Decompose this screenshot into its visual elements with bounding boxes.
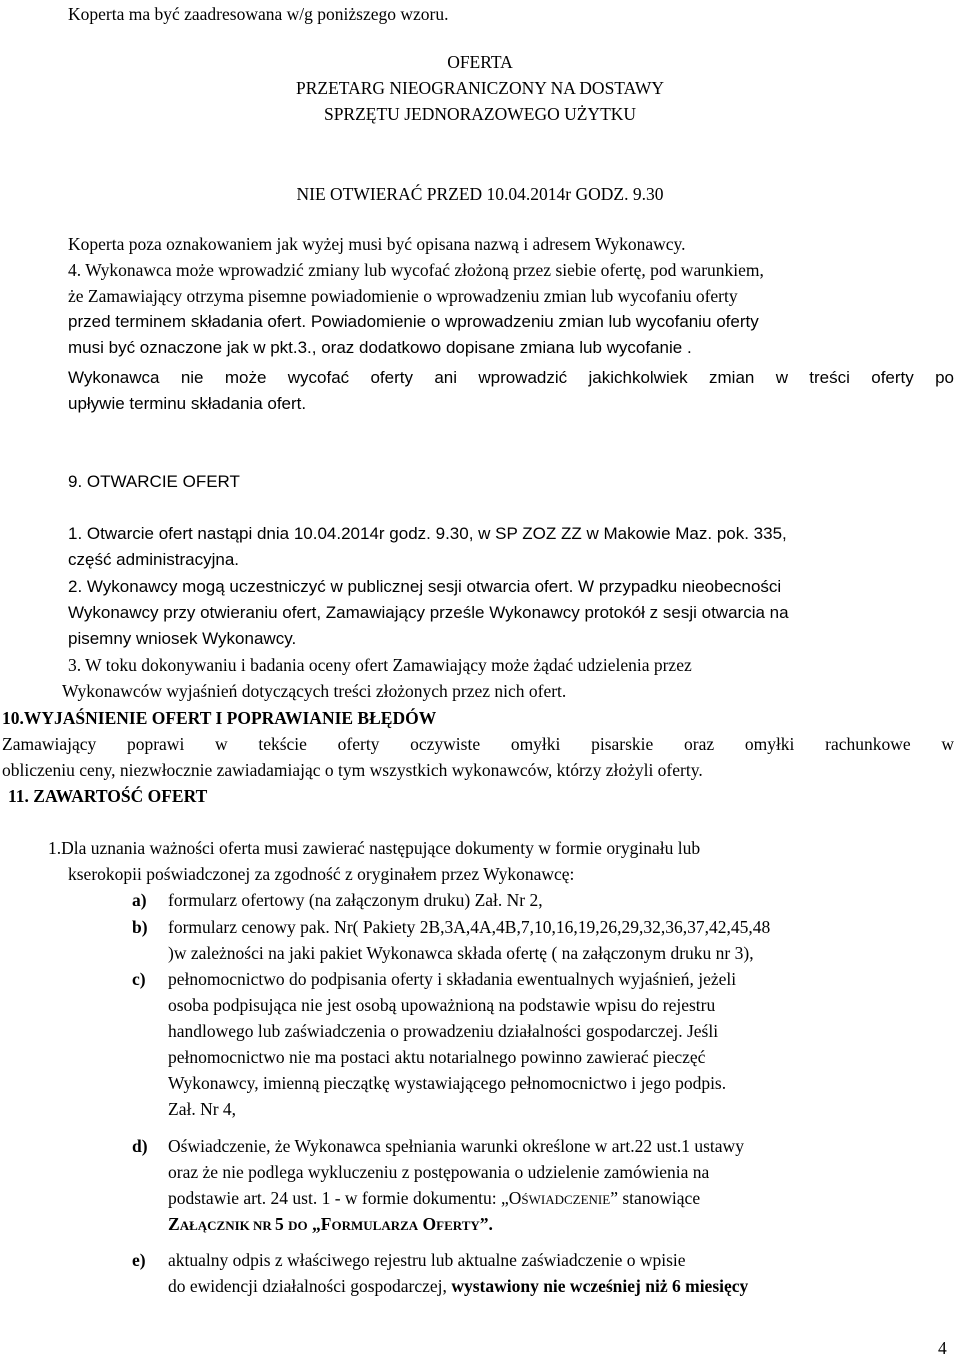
item4-line-5: Wykonawca nie może wycofać oferty ani wprowadzić jakichkolwiek zmian w treści oferty po (68, 368, 954, 387)
sec9-item3-number: 3. (68, 655, 82, 675)
item-d-alacznik: AŁĄCZNIK (179, 1218, 250, 1233)
sec9-item3-line2: Wykonawców wyjaśnień dotyczących treści złożonych przez nich ofert. (62, 681, 567, 701)
item-d-nr: NR (249, 1218, 276, 1233)
item-d-label: d) (132, 1136, 148, 1156)
sec11-para-line1: 1.Dla uznania ważności oferta musi zawierać następujące dokumenty w formie oryginału lub (48, 838, 701, 858)
sec11-para-line2: kserokopii poświadczonej za zgodność z oryginałem przez Wykonawcę: (68, 864, 575, 884)
item-d-quote-close: ” (610, 1188, 618, 1208)
item-c-line5: Wykonawcy, imienną pieczątkę wystawiającego pełnomocnictwo i jego podpis. (168, 1073, 727, 1093)
item-e-label: e) (132, 1250, 146, 1270)
item4-line-4: musi być oznaczone jak w pkt.3., oraz dodatkowo dopisane zmiana lub wycofanie . (68, 338, 692, 357)
sec9-item2-line3: pisemny wniosek Wykonawcy. (68, 629, 297, 648)
item-d-line4 (168, 1211, 493, 1240)
sec9-item3-text-1: W toku dokonywaniu i badania oceny ofert Zamawiający może żądać udzielenia przez (81, 655, 692, 675)
item4-line-1 (68, 257, 764, 284)
item-d-Z: Z (168, 1214, 180, 1234)
item-b-line1: formularz cenowy pak. Nr( Pakiety 2B,3A,4A,4B,7,10,16,19,26,29,32,36,37,42,45,48 (168, 917, 771, 937)
sec10-line1: Zamawiający poprawi w tekście oferty oczywiste omyłki pisarskie oraz omyłki rachunkowe w (2, 734, 954, 754)
sec9-item1-line2: część administracyjna. (68, 550, 240, 569)
item4-line-2: że Zamawiający otrzyma pisemne powiadomienie o wprowadzeniu zmian lub wycofaniu oferty (68, 286, 738, 306)
page-number: 4 (938, 1338, 947, 1358)
item-d-smallcaps-rest: ŚWIADCZENIE (521, 1192, 611, 1207)
item-c-line1: pełnomocnictwo do podpisania oferty i składania ewentualnych wyjaśnień, jeżeli (168, 969, 737, 989)
item-d-F: F (320, 1214, 332, 1234)
sec9-item3-line1 (68, 652, 692, 679)
item-e-line2 (168, 1273, 748, 1300)
item-a-label: a) (132, 890, 147, 910)
item-d-ferty: FERTY (436, 1218, 480, 1233)
item-d-qopen: „ (307, 1214, 321, 1234)
section-11-heading: 11. ZAWARTOŚĆ OFERT (8, 786, 208, 806)
item4-text-1: Wykonawca może wprowadzić zmiany lub wycofać złożoną przez siebie ofertę, pod warunkiem, (85, 260, 764, 280)
item4-number: 4. (68, 260, 82, 280)
item4-line-3 (68, 309, 759, 336)
sec9-item2-text-a: 2. Wykonawcy mogą uczestniczyć w publicznej sesji otwarcia ofert. (68, 577, 574, 596)
item-c-line4: pełnomocnictwo nie ma postaci aktu notarialnego powinno zawierać pieczęć (168, 1047, 706, 1067)
item-d-do: DO (288, 1218, 308, 1233)
item-d-smallcaps-O: O (508, 1188, 522, 1208)
envelope-line-3: SPRZĘTU JEDNORAZOWEGO UŻYTKU (323, 104, 637, 124)
item-d-ormularza: ORMULARZA (331, 1218, 419, 1233)
envelope-line-2: PRZETARG NIEOGRANICZONY NA DOSTAWY (296, 78, 664, 98)
item4-text-3a: przed terminem składania ofert. (68, 312, 307, 331)
sec9-item2-text-b: W przypadku nieobecności (573, 577, 782, 596)
sec10-line2: obliczeniu ceny, niezwłocznie zawiadamiając o tym wszystkich wykonawców, którzy złożyli oferty. (2, 760, 703, 780)
intro-text: Koperta ma być zaadresowana w/g poniższego wzoru. (68, 4, 449, 24)
item-b-label: b) (132, 917, 148, 937)
item-a-text: formularz ofertowy (na załączonym druku) Zał. Nr 2, (168, 890, 543, 910)
item-d-text-3b: stanowiące (617, 1188, 701, 1208)
item-e-text-2a: do ewidencji działalności gospodarczej, (168, 1276, 452, 1296)
item-d-end: ”. (479, 1214, 493, 1234)
item-e-line1: aktualny odpis z właściwego rejestru lub aktualne zaświadczenie o wpisie (168, 1250, 686, 1270)
item-c-line3: handlowego lub zaświadczenia o prowadzeniu działalności gospodarczej. Jeśli (168, 1021, 719, 1041)
item4-line-6: upływie terminu składania ofert. (68, 394, 307, 413)
item-d-quote-open: „ (500, 1188, 509, 1208)
sec9-item2-line2: Wykonawcy przy otwieraniu ofert, Zamawiający prześle Wykonawcy protokół z sesji otwarcia na (68, 603, 789, 622)
item-c-line6: Zał. Nr 4, (168, 1099, 237, 1119)
item-d-O2: O (422, 1214, 437, 1234)
item-d-line2: oraz że nie podlega wykluczeniu z postępowania o udzielenie zamówienia na (168, 1162, 710, 1182)
item-e-text-2b: wystawiony nie wcześniej niż 6 miesięcy (451, 1276, 749, 1296)
item4-text-3b: Powiadomienie o wprowadzeniu zmian lub wycofaniu oferty (306, 312, 759, 331)
section-10-heading: 10.WYJAŚNIENIE OFERT I POPRAWIANIE BŁĘDÓW (2, 708, 437, 728)
envelope-line-4: NIE OTWIERAĆ PRZED 10.04.2014r GODZ. 9.30 (296, 184, 664, 204)
envelope-note: Koperta poza oznakowaniem jak wyżej musi być opisana nazwą i adresem Wykonawcy. (68, 234, 686, 254)
envelope-line-1: OFERTA (447, 52, 513, 72)
item-d-line3 (168, 1185, 700, 1214)
sec9-item1-line1: 1. Otwarcie ofert nastąpi dnia 10.04.2014r godz. 9.30, w SP ZOZ ZZ w Makowie Maz. pok. 335, (68, 524, 787, 543)
section-9-heading: 9. OTWARCIE OFERT (68, 472, 240, 491)
item-d-five: 5 (275, 1214, 289, 1234)
item-c-line2: osoba podpisująca nie jest osobą upoważnioną na podstawie wpisu do rejestru (168, 995, 716, 1015)
item-d-line1: Oświadczenie, że Wykonawca spełniania warunki określone w art.22 ust.1 ustawy (168, 1136, 744, 1156)
item-d-text-3a: podstawie art. 24 ust. 1 - w formie dokumentu: (168, 1188, 501, 1208)
item-c-label: c) (132, 969, 146, 989)
sec9-item2-line1 (68, 574, 781, 601)
item-b-line2: )w zależności na jaki pakiet Wykonawca składa ofertę ( na załączonym druku nr 3), (168, 943, 754, 963)
